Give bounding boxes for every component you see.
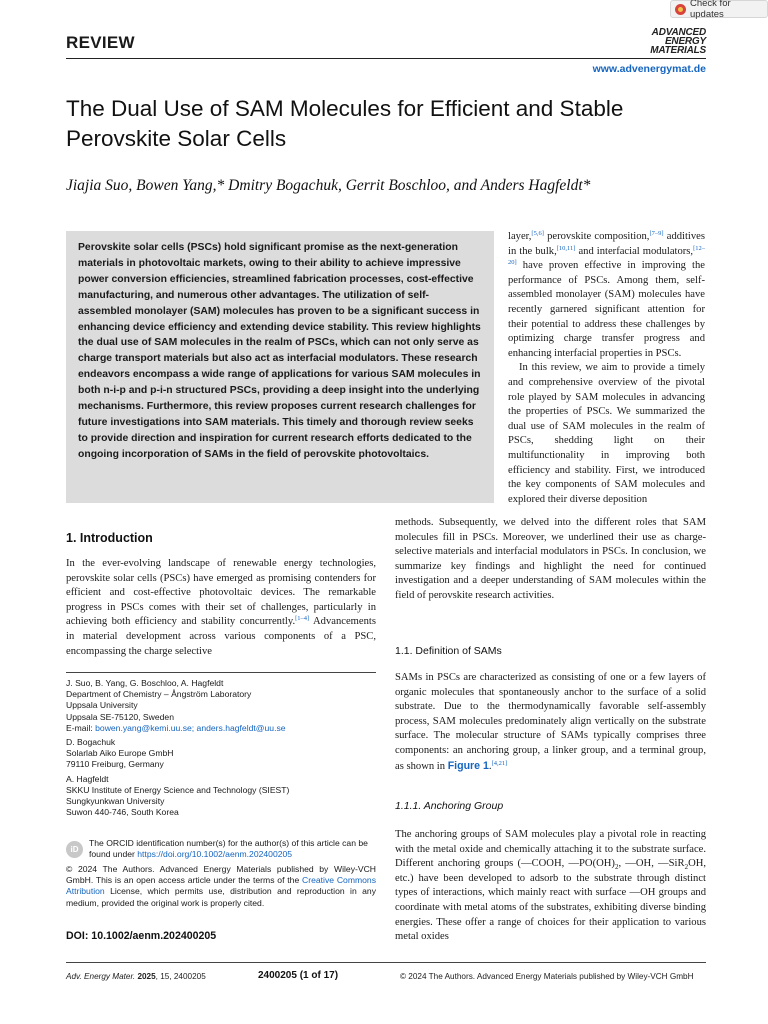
- affiliation-block: A. Hagfeldt SKKU Institute of Energy Science and Technology (SIEST) Sungkyunkwan University Suwon 440-746, South Korea: [66, 773, 290, 818]
- abstract-text: Perovskite solar cells (PSCs) hold significant promise as the next-generation materials in photovoltaic markets, owing to their ability to achieve impressive power conversion efficiencies, streamlined fabrication processes, cost-effective manufacturing, and numerous other advantages. The utilization of self-assembled monolayer (SAM) molecules has proven to be a significant success in enhancing device efficiency and extending device stability. This review highlights the dual use of SAM molecules in the realm of PSCs, which can not only serve as charge transport materials but also act as interfacial modulators. These research endeavors encompass a wide range of applications for various SAM molecules in both n-i-p and p-i-n structured PSCs, providing a deep insight into the underlying mechanisms. Furthermore, this review proposes current research challenges for future investigations into SAM materials. This timely and thorough review seeks to provide direction and inspiration for current research efforts dedicated to the ongoing incorporation of SAMs in the field of perovskite photovoltaics.: [78, 242, 481, 460]
- section-heading-introduction: 1. Introduction: [66, 531, 153, 545]
- affiliation-divider: [66, 672, 376, 673]
- email-link[interactable]: bowen.yang@kemi.uu.se; anders.hagfeldt@uu.se: [95, 722, 286, 733]
- citation-link[interactable]: [4,21]: [491, 759, 508, 767]
- affiliation-block: J. Suo, B. Yang, G. Boschloo, A. Hagfeldt Department of Chemistry – Ångström Laboratory Uppsala University Uppsala SE-75120, Sweden E-mail: bowen.yang@kemi.uu.se; anders.hagfeldt@uu.se: [66, 678, 386, 734]
- citation-link[interactable]: [7–9]: [649, 230, 664, 237]
- definition-paragraph: SAMs in PSCs are characterized as consisting of one or a few layers of organic molecules that spontaneously anchor to the surface of a solid substrate. Due to the thermodynamically favorable self-assembly process, SAM molecules predominately align vertically on the substrate surface. The molecular structure of SAMs typically comprises three components: an anchoring group, a linker group, and a terminal group, as shown in Figure 1.[4,21]: [395, 672, 706, 772]
- footer-divider: [66, 962, 706, 963]
- citation-link[interactable]: [1–4]: [295, 615, 310, 623]
- journal-logo: [628, 28, 706, 55]
- footer-citation: Adv. Energy Mater. 2025, 15, 2400205: [66, 972, 206, 981]
- citation-link[interactable]: [10,11]: [556, 244, 576, 252]
- doi: DOI: 10.1002/aenm.202400205: [66, 930, 217, 942]
- license-link[interactable]: Creative Commons Attribution: [66, 875, 376, 897]
- subsection-heading: 1.1. Definition of SAMs: [395, 645, 502, 657]
- page-number: 2400205 (1 of 17): [258, 970, 339, 981]
- check-for-updates-label: Check for updates: [689, 0, 731, 20]
- affiliation-block: D. Bogachuk Solarlab Aiko Europe GmbH 79110 Freiburg, Germany: [66, 737, 174, 770]
- right-column-intro: [508, 230, 705, 507]
- author-list: Jiajia Suo, Bowen Yang,* Dmitry Bogachuk, Gerrit Boschloo, and Anders Hagfeldt*: [66, 177, 591, 194]
- orcid-icon: iD: [66, 841, 83, 858]
- anchoring-paragraph: The anchoring groups of SAM molecules play a pivotal role in reacting with the metal oxide and chemically attaching it to the substrate surface. Different anchoring groups (—COOH, $—PO(OH)_2$, —OH, —SiR$_2$OH, etc.) have been developed to adsorb to the substrate through distinct types of interactions, which mainly react with surface —OH groups and coordinate with metal atoms of the substrates, exhibiting diverse binding energies. These offer a range of choices for their application to various metal oxides: [395, 829, 707, 943]
- intro-paragraph: In this review, we aim to provide a timely and comprehensive overview of the pivotal role played by SAM molecules in advancing the properties of PSCs. We summarized the dual use of SAM molecules in the realm of PSCs, shedding light on their multifunctionality in improving both efficiency and stability. First, we introduced the key components of SAM molecules and explored their diverse deposition: [508, 362, 705, 505]
- affiliations: [66, 678, 386, 821]
- article-title: The Dual Use of SAM Molecules for Efficient and Stable Perovskite Solar Cells: [66, 96, 624, 151]
- citation-link[interactable]: [5,6]: [531, 230, 544, 237]
- figure-link[interactable]: Figure 1: [447, 759, 489, 772]
- subsubsection-heading: 1.1.1. Anchoring Group: [395, 800, 504, 812]
- intro-paragraph: methods. Subsequently, we delved into the different roles that SAM molecules fill in PSCs. Moreover, we underlined their use as charge-selective materials and interfacial modulators in PSCs. In conclusion, we summarize key findings and highlight the need for continued investigation and a deeper understanding of SAM molecules within the field of perovskite research activities.: [395, 517, 706, 601]
- license-note: © 2024 The Authors. Advanced Energy Materials published by Wiley-VCH GmbH. This is an open access article under the terms of the Creative Commons Attribution License, which permits use, distribution and reproduction in any medium, provided the original work is properly cited.: [66, 864, 376, 908]
- intro-paragraph: In the ever-evolving landscape of renewable energy technologies, perovskite solar cells (PSCs) have emerged as promising contenders for efficient and cost-effective photovoltaic devices. The remarkable progress in PSCs comes with their set of challenges, particularly in achieving both efficiency and stability concurrently.[1–4] Advancements in material development across various components of a PSC, encompassing the charge selective: [66, 558, 376, 657]
- crossmark-icon: [675, 4, 686, 15]
- header-divider: [66, 58, 706, 59]
- footer-copyright: © 2024 The Authors. Advanced Energy Materials published by Wiley-VCH GmbH: [400, 972, 694, 981]
- journal-logo-line: ENERGY: [664, 36, 706, 47]
- check-for-updates-button[interactable]: [670, 0, 768, 18]
- journal-url-link[interactable]: www.advenergymat.de: [592, 63, 706, 75]
- section-label: REVIEW: [66, 33, 135, 52]
- orcid-note: The ORCID identification number(s) for the author(s) of this article can be found under https://doi.org/10.1002/aenm.202400205: [89, 838, 368, 860]
- journal-logo-line: MATERIALS: [650, 45, 706, 56]
- orcid-link[interactable]: https://doi.org/10.1002/aenm.202400205: [137, 849, 293, 860]
- email-line: E-mail: bowen.yang@kemi.uu.se; anders.hagfeldt@uu.se: [66, 722, 286, 733]
- intro-paragraph: layer,[5,6] perovskite composition,[7–9] additives in the bulk,[10,11] and interfacial modulators,[12–20] have proven effective in improving the performance of PSCs. Among them, self-assembled monolayer (SAM) molecules have recently garnered significant attention for their potential to address these challenges by optimizing charge transfer progress and enhancing interfacial properties in PSCs.: [508, 230, 705, 359]
- journal-logo-line: ADVANCED: [651, 27, 706, 38]
- abstract-box: [66, 231, 494, 503]
- citation-link[interactable]: [12–20]: [508, 244, 705, 267]
